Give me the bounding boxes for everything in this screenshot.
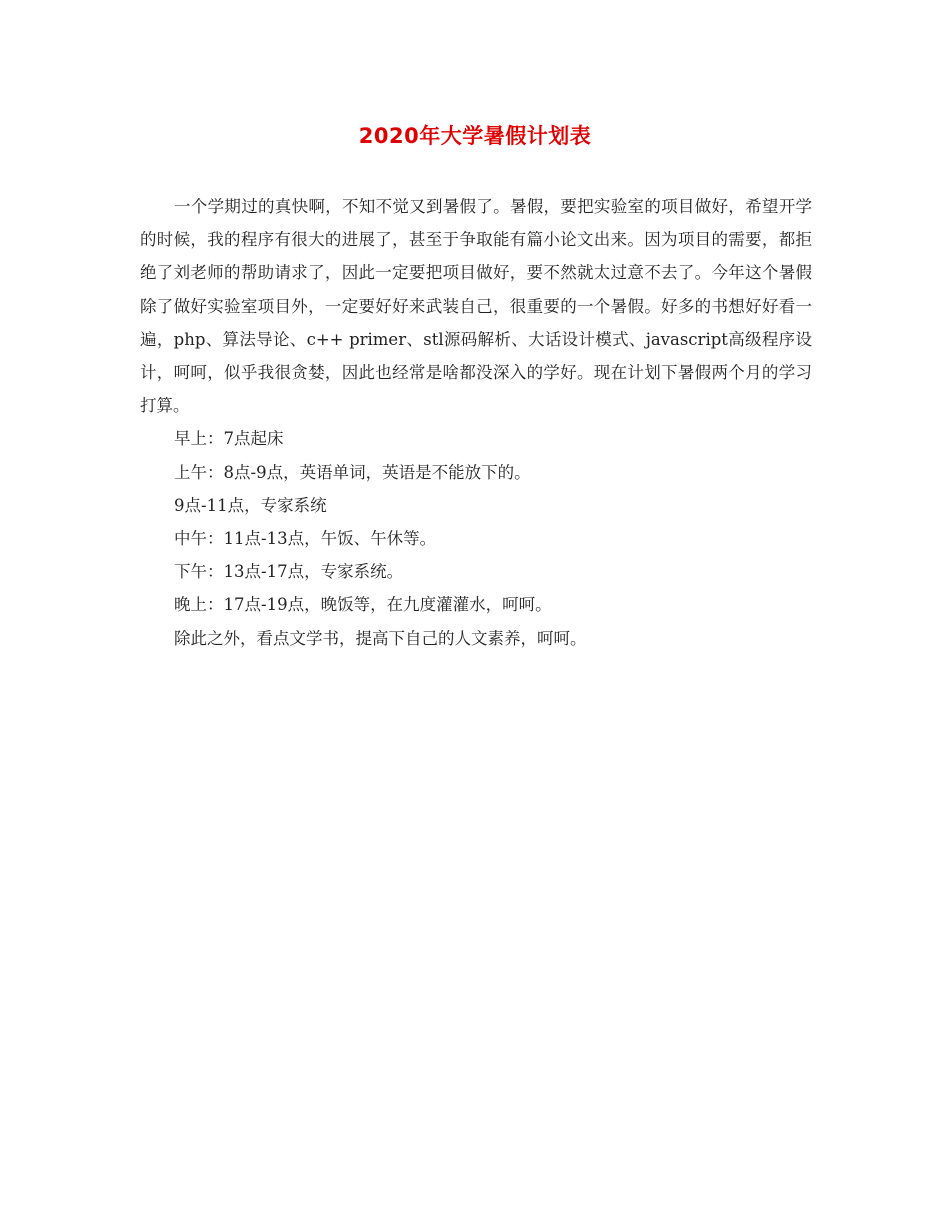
schedule-line-evening: 晚上：17点-19点，晚饭等，在九度灌灌水，呵呵。 [174,595,552,615]
intro-paragraph: 一个学期过的真快啊，不知不觉又到暑假了。暑假，要把实验室的项目做好，希望开学的时候，我的程序有很大的进展了，甚至于争取能有篇小论文出来。因为项目的需要，都拒绝了刘老师的帮助请求了，因此一定要把项目做好，要不然就太过意不去了。今年这个暑假除了做好实验室项目外，一定要好好来武装自己，很重要的一个暑假。好多的书想好好看一遍，php、算法导论、c++ primer、stl源码解析、大话设计模式、javascript高级程序设计，呵呵，似乎我很贪婪，因此也经常是啥都没深入的学好。现在计划下暑假两个月的学习打算。 [140,197,812,416]
schedule-line-afternoon: 下午：13点-17点，专家系统。 [174,562,404,582]
schedule-line-forenoon: 上午：8点-9点，英语单词，英语是不能放下的。 [174,462,531,482]
schedule-line-late-morning: 9点-11点，专家系统 [174,495,327,515]
schedule-line-noon: 中午：11点-13点，午饭、午休等。 [174,529,437,549]
document-title: 2020年大学暑假计划表 [358,124,592,148]
closing-line: 除此之外，看点文学书，提高下自己的人文素养，呵呵。 [174,628,587,648]
document-body [140,190,812,655]
schedule-line-morning: 早上：7点起床 [174,429,284,449]
